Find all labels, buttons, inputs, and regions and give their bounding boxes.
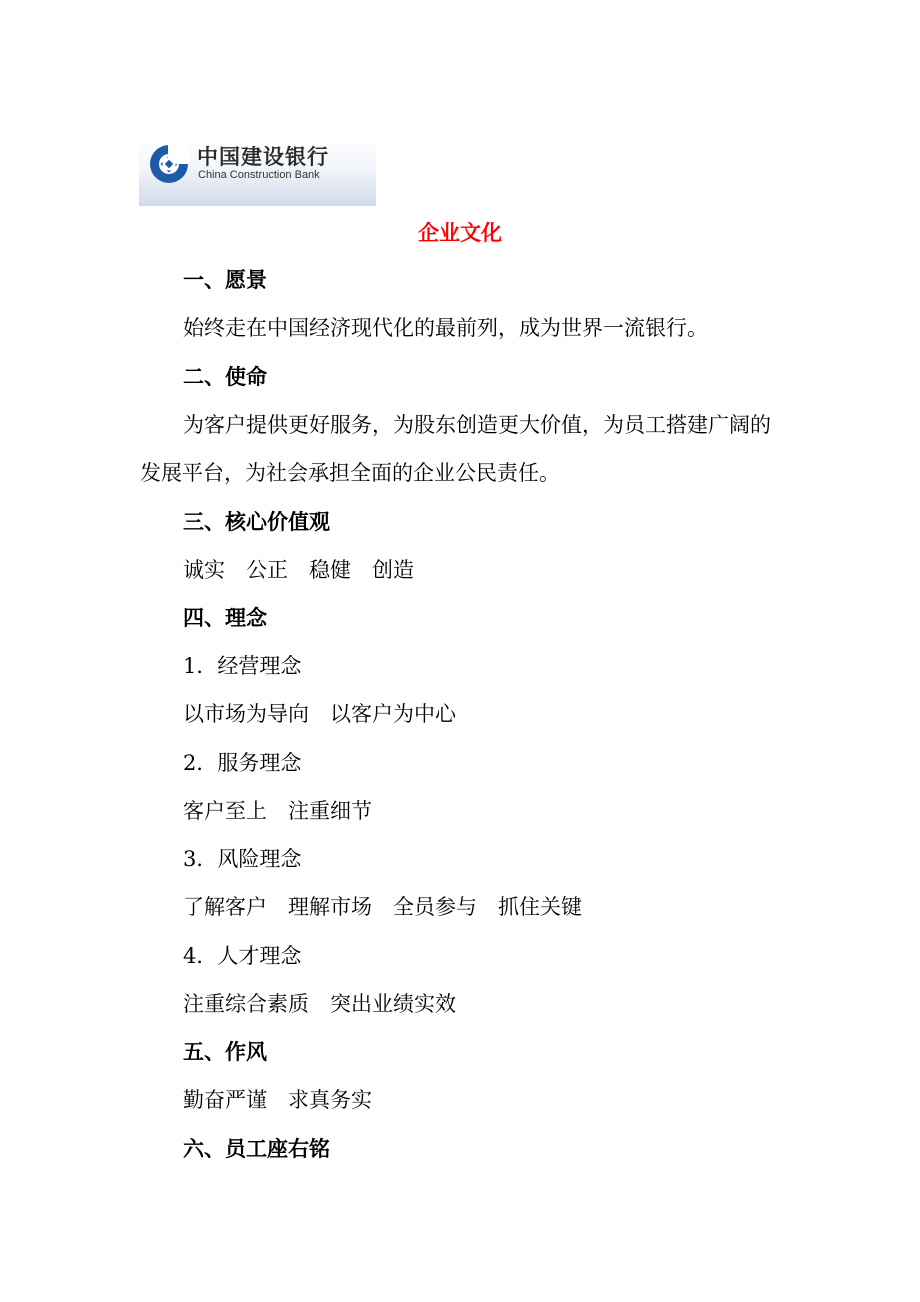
- logo-english-name: China Construction Bank: [198, 169, 320, 181]
- logo-chinese-name: 中国建设银行: [197, 145, 329, 169]
- mission-text-line1: 为客户提供更好服务，为股东创造更大价值，为员工搭建广阔的: [183, 413, 771, 437]
- ccb-logo-mark-icon: [149, 144, 189, 184]
- sub-risk-philosophy: 3．风险理念: [183, 847, 302, 871]
- heading-core-values: 三、核心价值观: [183, 509, 330, 534]
- page-title: 企业文化: [418, 220, 502, 245]
- heading-vision: 一、愿景: [183, 267, 267, 292]
- risk-philosophy-text: 了解客户 理解市场 全员参与 抓住关键: [183, 895, 582, 919]
- heading-employee-motto: 六、员工座右铭: [183, 1136, 330, 1161]
- heading-mission: 二、使命: [183, 364, 267, 389]
- business-philosophy-text: 以市场为导向 以客户为中心: [183, 702, 456, 726]
- sub-service-philosophy: 2．服务理念: [183, 751, 302, 775]
- talent-philosophy-text: 注重综合素质 突出业绩实效: [183, 992, 456, 1016]
- core-values-text: 诚实 公正 稳健 创造: [183, 558, 414, 582]
- vision-text: 始终走在中国经济现代化的最前列，成为世界一流银行。: [183, 316, 708, 340]
- ccb-logo: [139, 138, 376, 206]
- mission-text-line2: 发展平台，为社会承担全面的企业公民责任。: [140, 461, 560, 485]
- service-philosophy-text: 客户至上 注重细节: [183, 799, 372, 823]
- sub-talent-philosophy: 4．人才理念: [183, 944, 302, 968]
- work-style-text: 勤奋严谨 求真务实: [183, 1088, 372, 1112]
- sub-business-philosophy: 1．经营理念: [183, 654, 302, 678]
- heading-philosophy: 四、理念: [183, 605, 267, 630]
- heading-work-style: 五、作风: [183, 1039, 267, 1064]
